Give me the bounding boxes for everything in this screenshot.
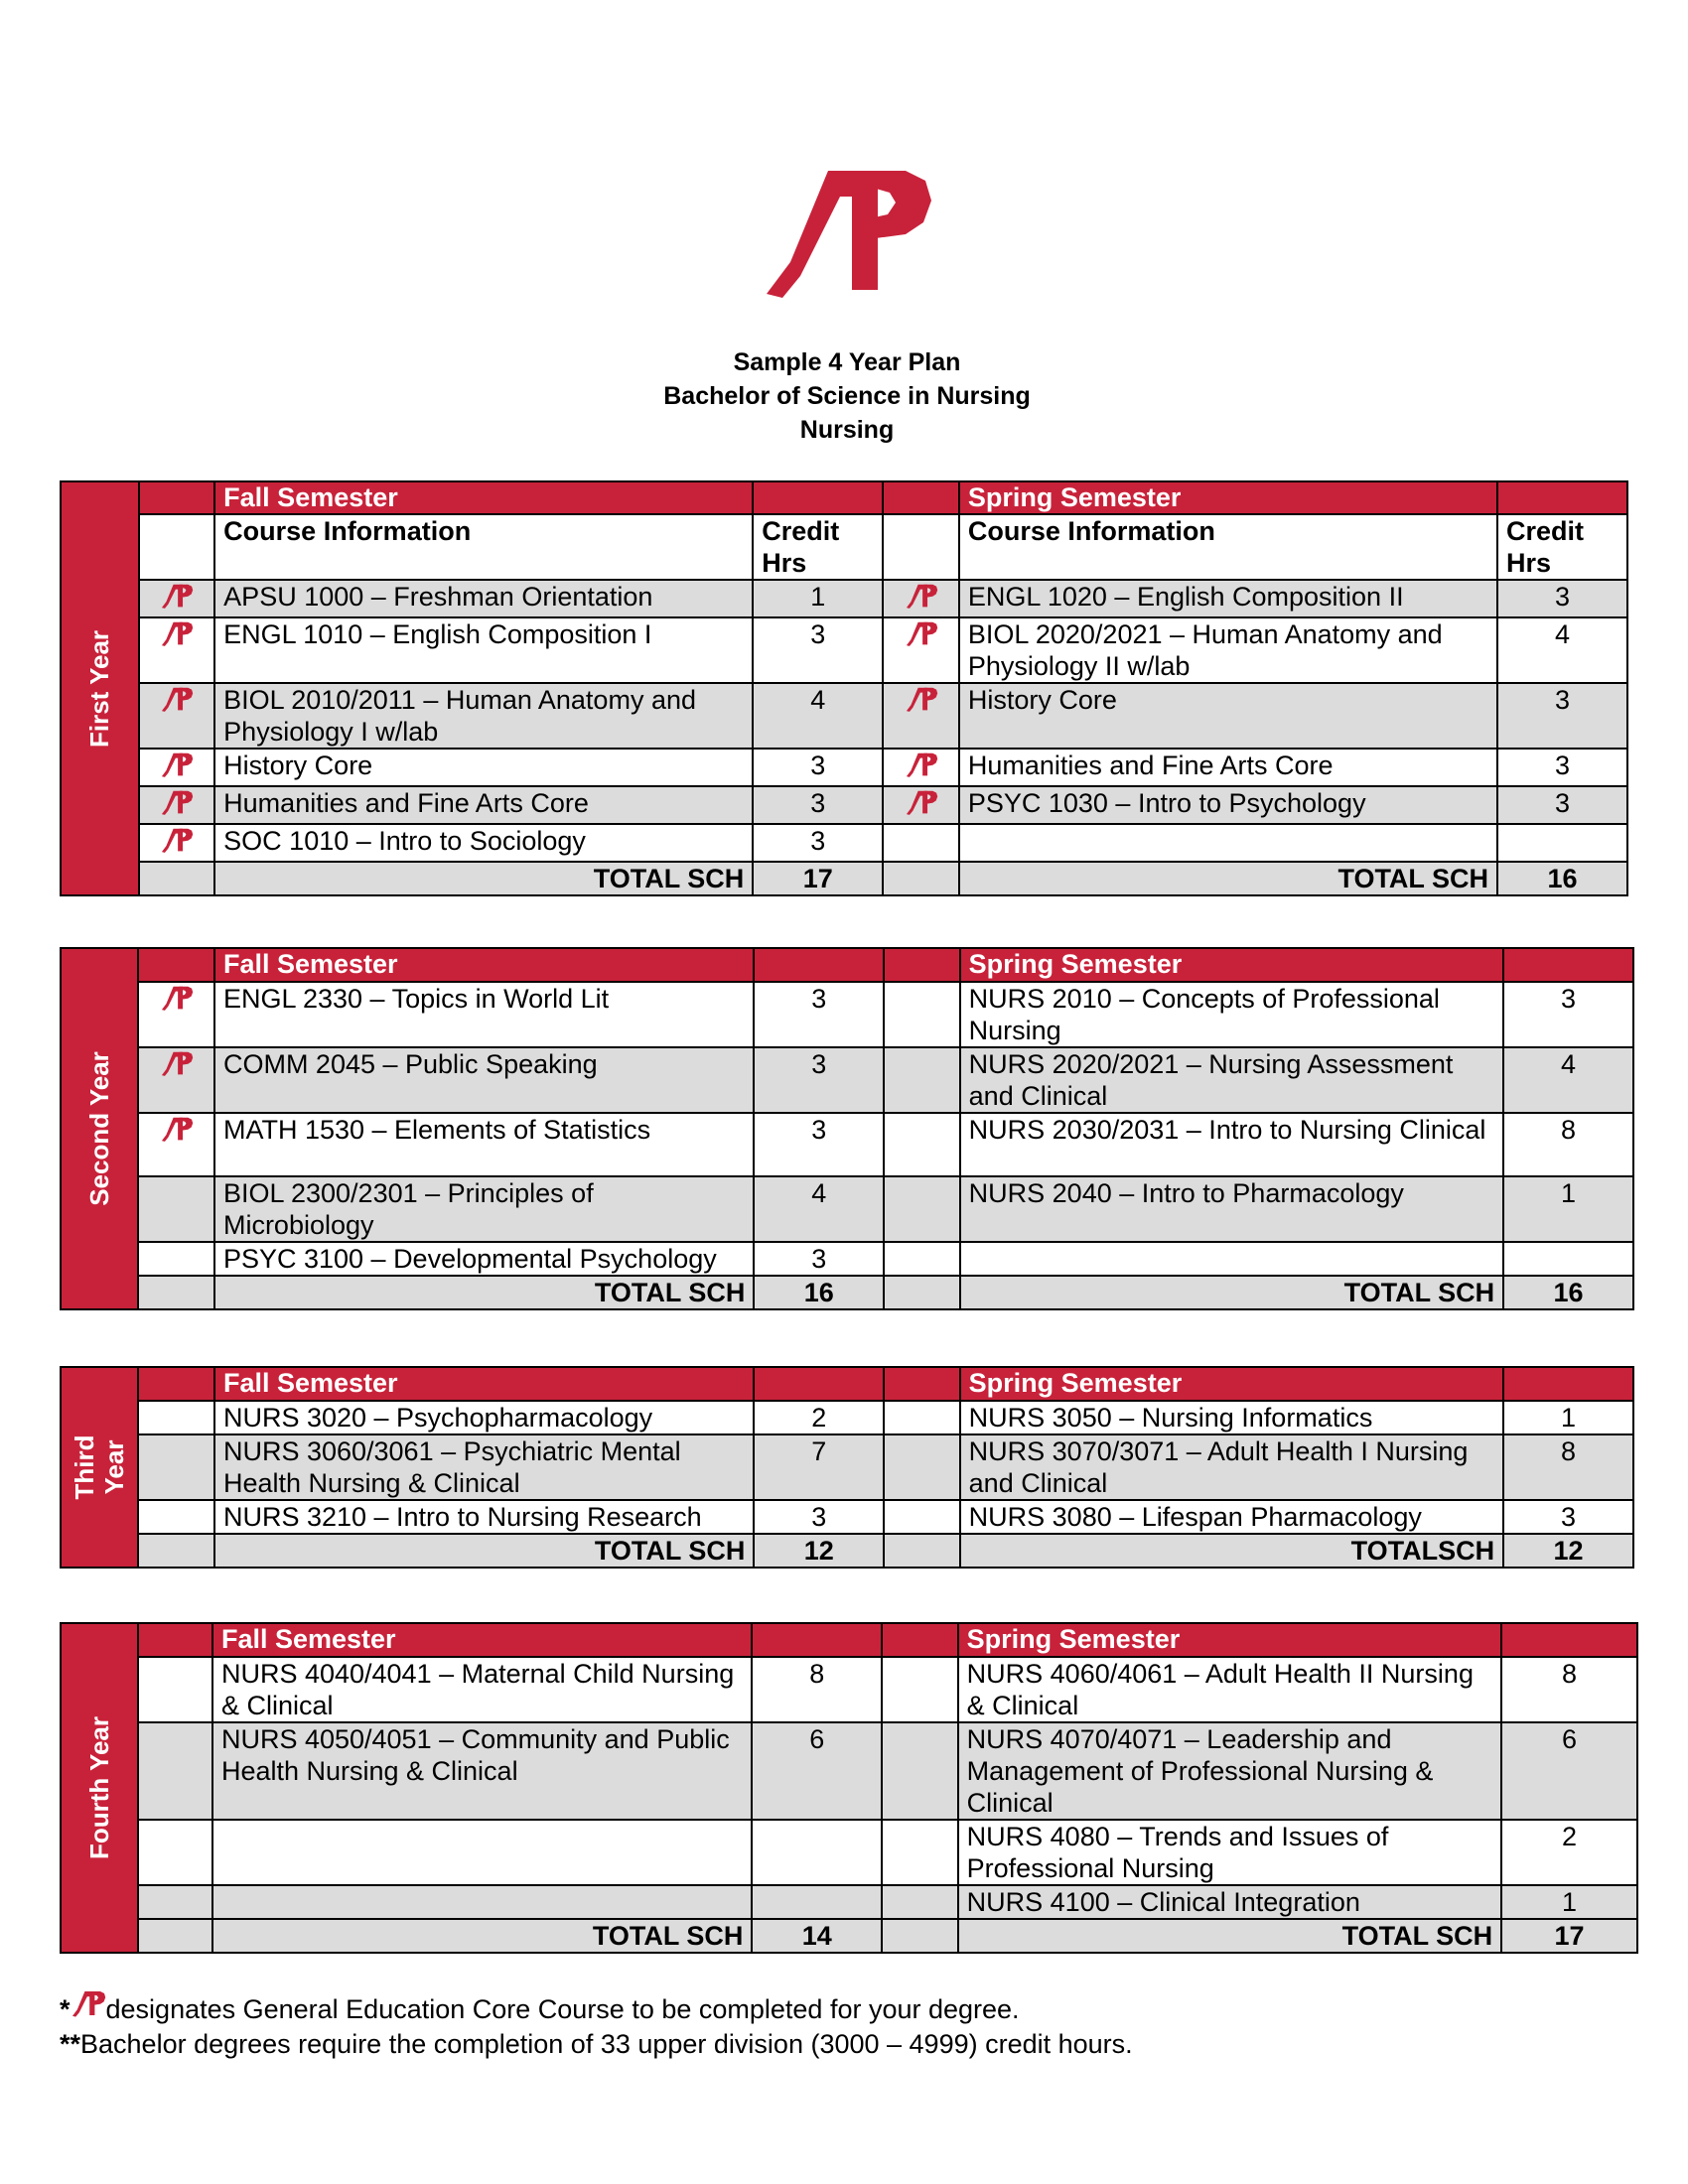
course-row (61, 1047, 1633, 1113)
spring-course-name: NURS 3070/3071 – Adult Health I Nursing and Clinical (960, 1434, 1503, 1500)
core-course-icon (160, 623, 194, 653)
spring-course-name: NURS 4080 – Trends and Issues of Professional Nursing (958, 1820, 1501, 1885)
spring-course-name: BIOL 2020/2021 – Human Anatomy and Physiology II w/lab (959, 617, 1497, 683)
icon-cell (138, 1657, 211, 1722)
icon-cell (138, 1919, 211, 1953)
fall-course-name (212, 1885, 752, 1919)
fall-course-name (212, 1820, 752, 1885)
fall-course-name: NURS 4050/4051 – Community and Public Health Nursing & Clinical (212, 1722, 752, 1820)
course-information-header: Course Information (959, 514, 1497, 580)
spring-total-label: TOTAL SCH (959, 862, 1497, 895)
year-table (60, 947, 1634, 1310)
spring-credit-hrs (1497, 824, 1627, 862)
course-row (61, 580, 1627, 617)
icon-cell (139, 824, 215, 862)
fall-credit-hrs: 3 (753, 749, 883, 786)
total-row (61, 1276, 1633, 1309)
spring-credit-hrs: 3 (1503, 1500, 1633, 1534)
icon-cell (884, 1367, 959, 1401)
fall-credit-hrs: 6 (752, 1722, 882, 1820)
credit-hrs-header: Credit Hrs (753, 514, 883, 580)
empty-cell (754, 948, 884, 982)
course-row (61, 1401, 1633, 1434)
spring-credit-hrs (1503, 1242, 1633, 1276)
icon-cell (138, 1367, 213, 1401)
fall-course-name: ENGL 1010 – English Composition I (214, 617, 753, 683)
fall-total-sch: 16 (754, 1276, 884, 1309)
year-section (60, 1622, 1638, 1954)
fall-credit-hrs: 2 (754, 1401, 884, 1434)
fall-credit-hrs: 7 (754, 1434, 884, 1500)
icon-cell (138, 1623, 211, 1657)
course-row (61, 1885, 1637, 1919)
spring-course-name: NURS 2020/2021 – Nursing Assessment and Clinical (960, 1047, 1503, 1113)
icon-cell (139, 514, 215, 580)
fall-credit-hrs: 4 (753, 683, 883, 749)
icon-cell (883, 514, 959, 580)
icon-cell (883, 481, 959, 514)
plan-title: Sample 4 Year Plan (733, 348, 961, 376)
course-row (61, 683, 1627, 749)
icon-cell (882, 1623, 957, 1657)
year-table (60, 1622, 1638, 1954)
spring-credit-hrs: 1 (1503, 1176, 1633, 1242)
icon-cell (138, 1500, 213, 1534)
spring-course-name: NURS 2040 – Intro to Pharmacology (960, 1176, 1503, 1242)
icon-cell (138, 1113, 213, 1176)
fall-credit-hrs: 4 (754, 1176, 884, 1242)
spring-credit-hrs: 1 (1503, 1401, 1633, 1434)
total-row (61, 862, 1627, 895)
spring-credit-hrs: 3 (1497, 580, 1627, 617)
icon-cell (884, 1176, 959, 1242)
core-course-icon (160, 830, 194, 860)
course-row (61, 1500, 1633, 1534)
fall-total-sch: 17 (753, 862, 883, 895)
icon-cell (138, 948, 213, 982)
spring-semester-title: Spring Semester (958, 1623, 1501, 1657)
spring-semester-title: Spring Semester (960, 1367, 1503, 1401)
spring-credit-hrs: 4 (1503, 1047, 1633, 1113)
course-row (61, 1242, 1633, 1276)
icon-cell (139, 580, 215, 617)
spring-semester-title: Spring Semester (959, 481, 1497, 514)
course-information-header: Course Information (214, 514, 753, 580)
fall-course-name: APSU 1000 – Freshman Orientation (214, 580, 753, 617)
year-label: Fourth Year (84, 1715, 115, 1860)
icon-cell (882, 1919, 957, 1953)
spring-credit-hrs: 8 (1503, 1113, 1633, 1176)
year-label: Third Year (70, 1434, 130, 1500)
icon-cell (138, 1885, 211, 1919)
icon-cell (882, 1820, 957, 1885)
core-course-icon (160, 1119, 194, 1149)
icon-cell (884, 982, 959, 1047)
empty-cell (753, 481, 883, 514)
semester-header-row (61, 1367, 1633, 1401)
icon-cell (882, 1885, 957, 1919)
fall-credit-hrs: 3 (754, 1500, 884, 1534)
footnotes (60, 1990, 1133, 2062)
fall-credit-hrs: 3 (753, 617, 883, 683)
fall-semester-title: Fall Semester (214, 948, 754, 982)
spring-credit-hrs: 6 (1501, 1722, 1637, 1820)
spring-credit-hrs: 4 (1497, 617, 1627, 683)
apsu-logo (757, 167, 935, 309)
icon-cell (884, 1276, 959, 1309)
fall-credit-hrs: 1 (753, 580, 883, 617)
footnote-upper-division (60, 2027, 1133, 2062)
course-row (61, 982, 1633, 1047)
core-course-icon (160, 689, 194, 719)
fall-course-name: SOC 1010 – Intro to Sociology (214, 824, 753, 862)
spring-credit-hrs: 1 (1501, 1885, 1637, 1919)
spring-course-name: NURS 4060/4061 – Adult Health II Nursing & Clinical (958, 1657, 1501, 1722)
fall-course-name: COMM 2045 – Public Speaking (214, 1047, 754, 1113)
empty-cell (1501, 1623, 1637, 1657)
spring-course-name (960, 1242, 1503, 1276)
empty-cell (754, 1367, 884, 1401)
spring-total-sch: 12 (1503, 1534, 1633, 1568)
course-row (61, 1820, 1637, 1885)
spring-credit-hrs: 3 (1497, 786, 1627, 824)
fall-course-name: BIOL 2300/2301 – Principles of Microbiology (214, 1176, 754, 1242)
spring-total-sch: 16 (1503, 1276, 1633, 1309)
spring-total-sch: 17 (1501, 1919, 1637, 1953)
fall-course-name: NURS 3020 – Psychopharmacology (214, 1401, 754, 1434)
icon-cell (884, 1047, 959, 1113)
icon-cell (882, 1657, 957, 1722)
semester-header-row (61, 1623, 1637, 1657)
icon-cell (139, 749, 215, 786)
course-row (61, 1722, 1637, 1820)
fall-semester-title: Fall Semester (214, 481, 753, 514)
fall-course-name: History Core (214, 749, 753, 786)
year-section (60, 480, 1628, 896)
spring-course-name: NURS 4100 – Clinical Integration (958, 1885, 1501, 1919)
course-row (61, 786, 1627, 824)
icon-cell (884, 1534, 959, 1568)
year-table (60, 480, 1628, 896)
icon-cell (883, 824, 959, 862)
course-row (61, 824, 1627, 862)
icon-cell (884, 1113, 959, 1176)
icon-cell (884, 948, 959, 982)
footnote-core-text: designates General Education Core Course to be completed for your degree. (105, 1994, 1020, 2024)
core-course-icon (905, 792, 938, 822)
icon-cell (139, 683, 215, 749)
core-course-icon (905, 623, 938, 653)
spring-course-name: PSYC 1030 – Intro to Psychology (959, 786, 1497, 824)
spring-semester-title: Spring Semester (960, 948, 1503, 982)
footnote-core-course (60, 1990, 1133, 2027)
fall-total-label: TOTAL SCH (214, 862, 753, 895)
degree-title: Bachelor of Science in Nursing (663, 382, 1031, 410)
course-row (61, 1657, 1637, 1722)
year-section (60, 947, 1634, 1310)
fall-course-name: PSYC 3100 – Developmental Psychology (214, 1242, 754, 1276)
spring-total-label: TOTAL SCH (958, 1919, 1501, 1953)
core-course-icon (905, 754, 938, 784)
year-label-cell (61, 948, 138, 1309)
core-course-icon (160, 988, 194, 1018)
core-course-icon (160, 586, 194, 615)
semester-header-row (61, 481, 1627, 514)
year-label-cell (61, 1623, 138, 1953)
course-row (61, 749, 1627, 786)
year-label-cell (61, 1367, 138, 1568)
course-row (61, 1434, 1633, 1500)
fall-credit-hrs: 3 (754, 1242, 884, 1276)
spring-total-sch: 16 (1497, 862, 1627, 895)
spring-course-name (959, 824, 1497, 862)
semester-header-row (61, 948, 1633, 982)
icon-cell (138, 1276, 213, 1309)
footnote-upper-division-text: Bachelor degrees require the completion of 33 upper division (3000 – 4999) credit hours. (80, 2029, 1133, 2059)
fall-total-sch: 14 (752, 1919, 882, 1953)
course-row (61, 1176, 1633, 1242)
icon-cell (883, 580, 959, 617)
spring-total-label: TOTALSCH (960, 1534, 1503, 1568)
fall-course-name: NURS 3210 – Intro to Nursing Research (214, 1500, 754, 1534)
fall-credit-hrs: 3 (753, 824, 883, 862)
core-course-icon (905, 586, 938, 615)
major-title: Nursing (799, 416, 895, 444)
fall-course-name: NURS 4040/4041 – Maternal Child Nursing & Clinical (212, 1657, 752, 1722)
document-title-block (0, 345, 1688, 447)
fall-credit-hrs: 3 (753, 786, 883, 824)
total-row (61, 1534, 1633, 1568)
spring-credit-hrs: 8 (1503, 1434, 1633, 1500)
spring-course-name: History Core (959, 683, 1497, 749)
core-course-icon (160, 1053, 194, 1083)
year-section (60, 1366, 1634, 1569)
year-label: First Year (84, 629, 115, 748)
icon-cell (884, 1500, 959, 1534)
empty-cell (1497, 481, 1627, 514)
icon-cell (138, 1722, 211, 1820)
empty-cell (1503, 1367, 1633, 1401)
icon-cell (882, 1722, 957, 1820)
spring-credit-hrs: 2 (1501, 1820, 1637, 1885)
icon-cell (139, 862, 215, 895)
course-row (61, 1113, 1633, 1176)
icon-cell (883, 786, 959, 824)
fall-course-name: NURS 3060/3061 – Psychiatric Mental Health Nursing & Clinical (214, 1434, 754, 1500)
spring-credit-hrs: 3 (1503, 982, 1633, 1047)
icon-cell (884, 1434, 959, 1500)
spring-credit-hrs: 8 (1501, 1657, 1637, 1722)
spring-course-name: NURS 2030/2031 – Intro to Nursing Clinical (960, 1113, 1503, 1176)
icon-cell (138, 1401, 213, 1434)
icon-cell (138, 1434, 213, 1500)
fall-total-label: TOTAL SCH (214, 1534, 754, 1568)
icon-cell (139, 481, 215, 514)
icon-cell (883, 862, 959, 895)
spring-course-name: Humanities and Fine Arts Core (959, 749, 1497, 786)
icon-cell (883, 617, 959, 683)
icon-cell (883, 683, 959, 749)
empty-cell (752, 1623, 882, 1657)
fall-total-sch: 12 (754, 1534, 884, 1568)
spring-course-name: NURS 3080 – Lifespan Pharmacology (960, 1500, 1503, 1534)
spring-total-label: TOTAL SCH (960, 1276, 1503, 1309)
fall-course-name: Humanities and Fine Arts Core (214, 786, 753, 824)
footnote-star: * (60, 1994, 70, 2024)
icon-cell (139, 617, 215, 683)
fall-credit-hrs: 3 (754, 1047, 884, 1113)
icon-cell (884, 1401, 959, 1434)
fall-credit-hrs: 8 (752, 1657, 882, 1722)
icon-cell (138, 982, 213, 1047)
fall-course-name: BIOL 2010/2011 – Human Anatomy and Physiology I w/lab (214, 683, 753, 749)
empty-cell (1503, 948, 1633, 982)
core-course-icon (160, 754, 194, 784)
icon-cell (139, 786, 215, 824)
fall-credit-hrs (752, 1820, 882, 1885)
core-course-icon (905, 689, 938, 719)
core-course-icon (70, 1990, 106, 2027)
footnote-double-star: ** (60, 2029, 81, 2059)
fall-total-label: TOTAL SCH (214, 1276, 754, 1309)
course-row (61, 617, 1627, 683)
spring-course-name: NURS 2010 – Concepts of Professional Nursing (960, 982, 1503, 1047)
year-table (60, 1366, 1634, 1569)
icon-cell (138, 1176, 213, 1242)
year-label: Second Year (84, 1051, 115, 1206)
spring-course-name: NURS 4070/4071 – Leadership and Management of Professional Nursing & Clinical (958, 1722, 1501, 1820)
credit-hrs-header: Credit Hrs (1497, 514, 1627, 580)
column-header-row (61, 514, 1627, 580)
fall-total-label: TOTAL SCH (212, 1919, 752, 1953)
core-course-icon (160, 792, 194, 822)
icon-cell (138, 1820, 211, 1885)
spring-course-name: NURS 3050 – Nursing Informatics (960, 1401, 1503, 1434)
year-label-cell (61, 481, 139, 895)
fall-course-name: ENGL 2330 – Topics in World Lit (214, 982, 754, 1047)
fall-credit-hrs: 3 (754, 982, 884, 1047)
icon-cell (138, 1242, 213, 1276)
spring-credit-hrs: 3 (1497, 683, 1627, 749)
icon-cell (883, 749, 959, 786)
icon-cell (138, 1534, 213, 1568)
fall-semester-title: Fall Semester (212, 1623, 752, 1657)
icon-cell (884, 1242, 959, 1276)
fall-semester-title: Fall Semester (214, 1367, 754, 1401)
fall-credit-hrs: 3 (754, 1113, 884, 1176)
icon-cell (138, 1047, 213, 1113)
spring-credit-hrs: 3 (1497, 749, 1627, 786)
spring-course-name: ENGL 1020 – English Composition II (959, 580, 1497, 617)
total-row (61, 1919, 1637, 1953)
fall-course-name: MATH 1530 – Elements of Statistics (214, 1113, 754, 1176)
fall-credit-hrs (752, 1885, 882, 1919)
